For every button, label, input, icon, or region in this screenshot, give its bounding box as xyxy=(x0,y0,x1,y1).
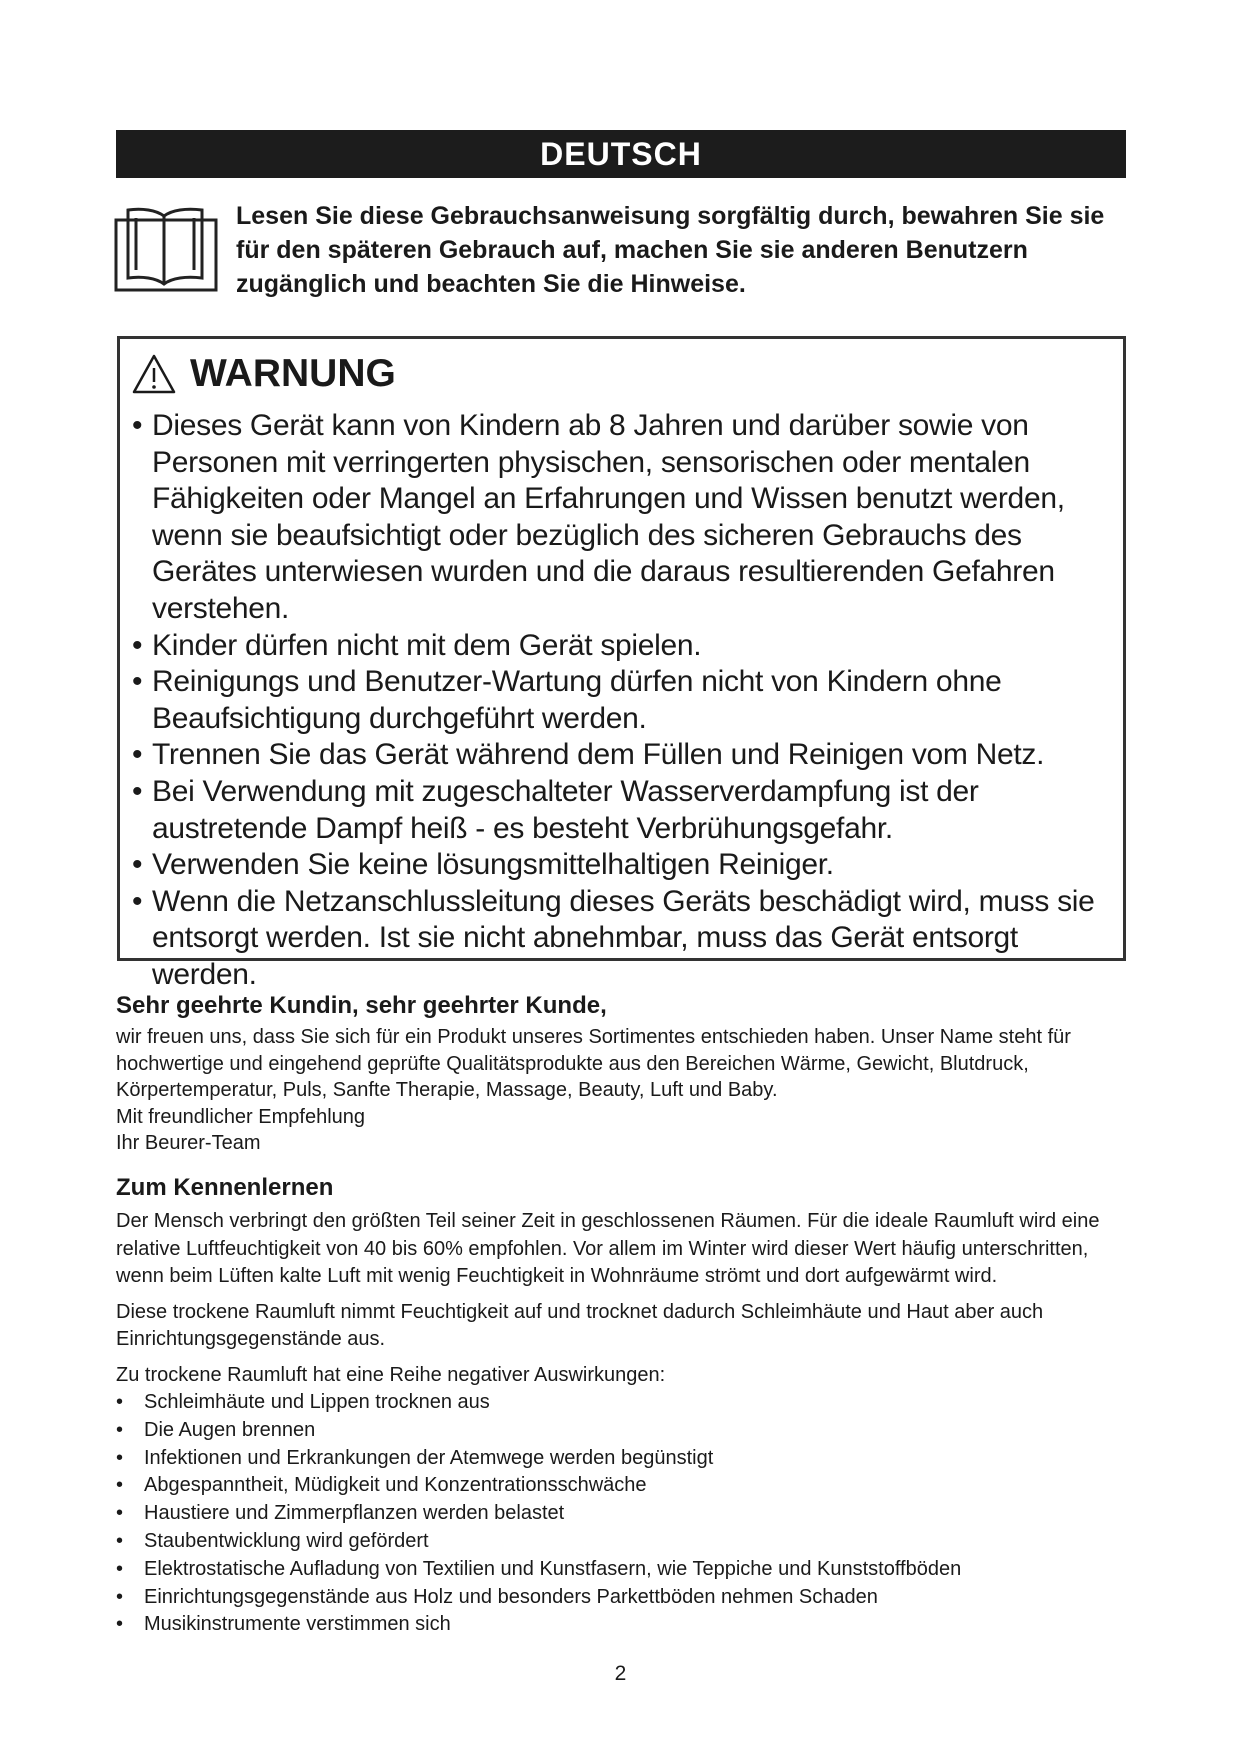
warning-item: • Trennen Sie das Gerät während dem Füllen und Reinigen vom Netz. xyxy=(132,738,1045,772)
effect-item: • Schleimhäute und Lippen trocknen aus xyxy=(116,1391,490,1413)
introduction-paragraph: Diese trockene Raumluft nimmt Feuchtigkeit auf und trocknet dadurch Schleimhäute und Haut aber auch Einrichtungsgegenstände aus. xyxy=(116,1300,1044,1350)
page-number: 2 xyxy=(614,1662,627,1685)
effect-item: • Staubentwicklung wird gefördert xyxy=(116,1529,429,1552)
effect-item: • Elektrostatische Aufladung von Textilien und Kunstfasern, wie Teppiche und Kunststoffböden xyxy=(116,1557,962,1580)
effect-item: • Einrichtungsgegenstände aus Holz und besonders Parkettböden nehmen Schaden xyxy=(116,1585,878,1608)
warning-item: • Verwenden Sie keine lösungsmittelhaltigen Reiniger. xyxy=(132,848,834,882)
introduction-paragraph: Der Mensch verbringt den größten Teil seiner Zeit in geschlossenen Räumen. Für die ideale Raumluft wird eine relative Luftfeuchtigkeit von 40 bis 60% empfohlen. Vor allem im Winter wird dieser Wert häufig unterschritten, wenn beim Lüften kalte Luft mit wenig Feuchtigkeit in Wohnräume strömt und dort aufgewärmt wird. xyxy=(116,1210,1100,1287)
greeting-text: wir freuen uns, dass Sie sich für ein Produkt unseres Sortimentes entschieden haben. Unser Name steht für hochwertige und eingehend geprüfte Qualitätsprodukte aus den Bereichen Wärme, Gewicht, Blutdruck, Körpertemperatur, Puls, Sanfte Therapie, Massage, Beauty, Luft und Baby. xyxy=(116,1026,1071,1101)
warning-box xyxy=(117,336,1126,991)
warning-item: • Reinigungs und Benutzer-Wartung dürfen nicht von Kindern ohne Beaufsichtigung durchgeführt werden. xyxy=(132,665,1002,735)
warning-title: WARNUNG xyxy=(190,352,396,395)
warning-item: • Dieses Gerät kann von Kindern ab 8 Jahren und darüber sowie von Personen mit verringerten physischen, sensorischen oder mentalen Fähigkeiten oder Mangel an Erfahrungen und Wissen benutzt werden, wenn sie beaufsichtigt oder bezüglich des sicheren Gebrauchs des Gerätes unterwiesen wurden und die daraus resultierenden Gefahren verstehen. xyxy=(132,409,1065,625)
effect-item: • Abgespanntheit, Müdigkeit und Konzentrationsschwäche xyxy=(116,1474,647,1497)
greeting-closing: Mit freundlicher Empfehlung xyxy=(116,1105,366,1128)
introduction-title: Zum Kennenlernen xyxy=(116,1174,334,1201)
open-book-icon xyxy=(114,206,218,292)
greeting-signature: Ihr Beurer-Team xyxy=(116,1132,261,1154)
warning-item: • Kinder dürfen nicht mit dem Gerät spielen. xyxy=(132,628,702,662)
introduction-paragraph: Zu trockene Raumluft hat eine Reihe negativer Auswirkungen: xyxy=(116,1363,666,1386)
introduction-section xyxy=(116,1172,1136,1639)
greeting-title: Sehr geehrte Kundin, sehr geehrter Kunde, xyxy=(116,992,607,1019)
effect-item: • Die Augen brennen xyxy=(116,1418,316,1441)
warning-header xyxy=(132,349,396,399)
warning-item: • Bei Verwendung mit zugeschalteter Wasserverdampfung ist der austretende Dampf heiß - es besteht Verbrühungsgefahr. xyxy=(132,774,979,845)
effect-item: • Haustiere und Zimmerpflanzen werden belastet xyxy=(116,1502,565,1525)
effect-item: • Infektionen und Erkrankungen der Atemwege werden begünstigt xyxy=(116,1446,714,1469)
warning-list xyxy=(132,408,1117,994)
effect-item: • Musikinstrumente verstimmen sich xyxy=(116,1613,451,1636)
effects-list xyxy=(116,1389,1136,1639)
language-header: DEUTSCH xyxy=(116,130,1126,178)
intro-notice: Lesen Sie diese Gebrauchsanweisung sorgfältig durch, bewahren Sie sie für den späteren Gebrauch auf, machen Sie sie anderen Benutzern zugänglich und beachten Sie die Hinweise. xyxy=(236,202,1105,298)
warning-item: • Wenn die Netzanschlussleitung dieses Geräts beschädigt wird, muss sie entsorgt werden. Ist sie nicht abnehmbar, muss das Gerät entsorgt werden. xyxy=(132,884,1095,991)
greeting-section xyxy=(116,990,1131,1157)
warning-triangle-icon xyxy=(132,353,176,395)
